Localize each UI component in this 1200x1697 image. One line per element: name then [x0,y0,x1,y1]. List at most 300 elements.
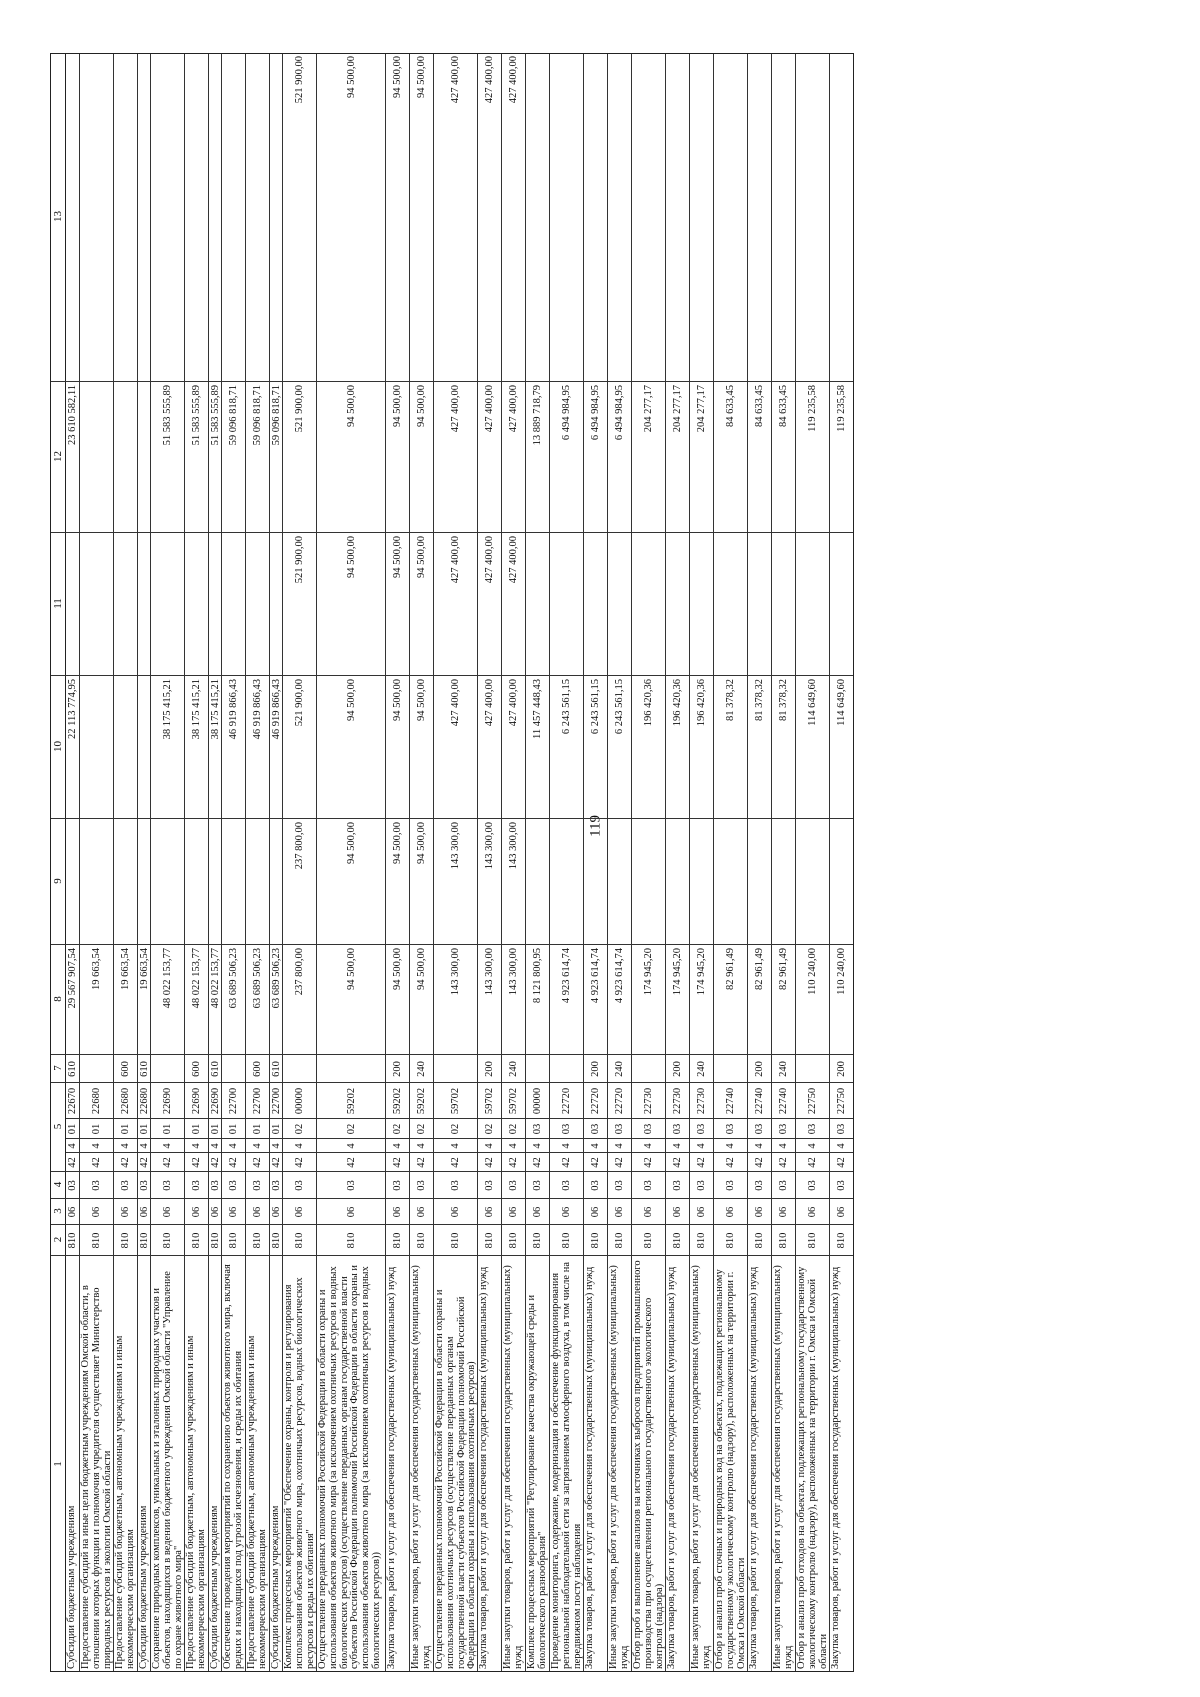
cell-p4: 22700 [252,1087,263,1115]
cell-c4: 06 [345,1206,357,1218]
cell-c5: 03 [696,1180,707,1191]
cell-p2: 4 [120,1143,131,1149]
cell-c7: 200 [392,1061,403,1077]
cell-p2: 4 [270,1143,282,1149]
cell-c11: 427 400,00 [484,536,495,584]
cell-c3: 810 [392,1232,403,1249]
cell-p1: 42 [91,1157,102,1168]
cell-c13: 427 400,00 [508,56,519,104]
cell-c12: 427 400,00 [450,385,461,433]
cell-c3: 810 [120,1232,131,1249]
cell-c4: 06 [672,1206,683,1218]
cell-c3: 810 [754,1232,765,1249]
cell-p2: 4 [561,1143,572,1149]
row-name-cell: Отбор проб и выполнение анализов на источниках выбросов предприятий промышленного производства при осуществлении регионального государственного экологического контроля (надзора) [632,1260,665,1669]
cell-c12: 51 583 555,89 [162,385,173,446]
cell-p4: 22720 [614,1087,625,1115]
cell-p1: 42 [270,1157,282,1168]
table-border [50,53,854,1672]
cell-c10: 196 420,36 [696,679,707,727]
cell-c10: 81 378,32 [754,679,765,721]
cell-c10: 11 457 448,43 [532,679,543,739]
cell-p3: 03 [614,1123,625,1135]
cell-c4: 06 [392,1206,403,1218]
cell-c8: 82 961,49 [725,948,736,990]
cell-c5: 03 [672,1180,683,1191]
cell-c8: 4 923 614,74 [590,948,601,1004]
cell-p2: 4 [252,1143,263,1149]
cell-c3: 810 [643,1232,654,1249]
cell-c9: 237 800,00 [294,822,305,870]
cell-c12: 59 096 818,71 [228,385,239,446]
cell-p4: 22730 [696,1087,707,1115]
cell-p3: 01 [91,1123,102,1135]
cell-c11: 427 400,00 [508,536,519,584]
cell-c4: 06 [725,1206,736,1218]
cell-c3: 810 [252,1232,263,1249]
cell-p1: 42 [672,1157,683,1168]
cell-c8: 19 663,54 [120,948,131,990]
cell-p3: 01 [228,1123,239,1135]
cell-c8: 143 300,00 [450,948,461,996]
cell-c10: 46 919 866,43 [252,679,263,740]
cell-p1: 42 [725,1157,736,1168]
cell-c8: 19 663,54 [138,948,150,990]
cell-p3: 03 [643,1123,654,1135]
cell-p1: 42 [345,1157,357,1168]
cell-p4: 22690 [191,1087,202,1115]
cell-c12: 204 277,17 [672,385,683,433]
cell-c13: 427 400,00 [484,56,495,104]
cell-c13: 427 400,00 [450,56,461,104]
cell-p4: 22740 [778,1087,789,1115]
cell-c12: 59 096 818,71 [270,385,282,446]
row-name-cell: Субсидии бюджетным учреждениям [270,1505,281,1669]
row-name-cell: Отбор и анализ проб отходов на объектах, подлежащих региональному государственному экологическому контролю (надзору), расположенных на территории г. Омска и Омской области [796,1266,829,1669]
cell-c4: 06 [228,1206,239,1218]
cell-c5: 03 [392,1180,403,1191]
cell-c5: 03 [162,1180,173,1191]
cell-p4: 59702 [450,1087,461,1115]
cell-c10: 94 500,00 [416,679,427,721]
cell-c3: 810 [836,1232,847,1249]
cell-c10: 196 420,36 [672,679,683,727]
cell-c12: 6 494 984,95 [614,385,625,441]
cell-c4: 06 [91,1206,102,1218]
cell-p1: 42 [807,1157,818,1168]
cell-p2: 4 [209,1143,221,1149]
cell-c5: 03 [484,1180,495,1191]
cell-p4: 22690 [209,1087,221,1115]
cell-c4: 06 [294,1206,305,1218]
cell-c8: 48 022 153,77 [162,948,173,1009]
cell-c5: 03 [754,1180,765,1191]
cell-c5: 03 [807,1180,818,1191]
cell-c11: 94 500,00 [392,536,403,578]
cell-c10: 6 243 561,15 [614,679,625,735]
row-name-cell: Предоставление субсидий на иные цели бюджетным учреждениям Омской области, в отношении которых функции и полномочия учредителя осуществляет Министерство природных ресурсов и экологии Омской области [80,1285,113,1669]
cell-c7: 200 [672,1061,683,1077]
column-number-11: 12 [51,381,67,533]
cell-p2: 4 [643,1143,654,1149]
cell-c12: 204 277,17 [643,385,654,433]
cell-c7: 600 [191,1061,202,1077]
cell-c8: 174 945,20 [643,948,654,996]
cell-c9: 94 500,00 [392,822,403,864]
cell-p2: 4 [614,1143,625,1149]
cell-c10: 38 175 415,21 [162,679,173,740]
cell-p4: 22720 [561,1087,572,1115]
cell-c8: 143 300,00 [508,948,519,996]
cell-c5: 03 [450,1180,461,1191]
cell-p2: 4 [725,1143,736,1149]
row-name-cell: Субсидии бюджетным учреждениям [138,1505,149,1669]
row-name-cell: Обеспечение проведения мероприятий по сохранению объектов животного мира, включая редких и находящихся под угрозой исчезновения, и среды их обитания [222,1264,244,1669]
cell-c12: 521 900,00 [294,385,305,433]
cell-c12: 94 500,00 [345,385,357,427]
cell-p4: 22700 [270,1087,282,1115]
cell-c5: 03 [725,1180,736,1191]
cell-c10: 46 919 866,43 [228,679,239,740]
cell-c3: 810 [561,1232,572,1249]
cell-c8: 8 121 800,95 [532,948,543,1004]
column-number-9: 10 [51,675,67,819]
cell-c7: 200 [754,1061,765,1077]
cell-c8: 4 923 614,74 [561,948,572,1004]
cell-c12: 51 583 555,89 [191,385,202,446]
cell-c8: 29 567 907,54 [67,948,78,1009]
cell-c7: 610 [209,1061,221,1077]
cell-c13: 94 500,00 [345,56,357,98]
cell-p3: 02 [508,1123,519,1135]
cell-c4: 06 [754,1206,765,1218]
cell-c3: 810 [138,1232,150,1249]
cell-p4: 22750 [836,1087,847,1115]
cell-c5: 03 [270,1180,282,1191]
cell-c10: 427 400,00 [508,679,519,727]
cell-c3: 810 [484,1232,495,1249]
cell-c8: 82 961,49 [754,948,765,990]
row-name-cell: Предоставление субсидий бюджетным, автономным учреждениям и иным некоммерческим организациям [185,1335,207,1669]
cell-c3: 810 [508,1232,519,1249]
cell-c11: 427 400,00 [450,536,461,584]
cell-c5: 03 [138,1180,150,1191]
cell-p3: 01 [120,1123,131,1135]
cell-p4: 22700 [228,1087,239,1115]
cell-c10: 114 649,60 [836,679,847,726]
cell-p4: 59202 [416,1087,427,1115]
cell-p4: 59702 [484,1087,495,1115]
cell-c7: 240 [696,1061,707,1077]
row-name-cell: Иные закупки товаров, работ и услуг для обеспечения государственных (муниципальных) нужд [502,1265,524,1669]
page-number: 119 [587,815,604,837]
cell-c4: 06 [191,1206,202,1218]
cell-c4: 06 [532,1206,543,1218]
cell-c4: 06 [209,1206,221,1218]
cell-p3: 01 [252,1123,263,1135]
cell-c7: 610 [270,1061,282,1077]
cell-c8: 63 689 506,23 [228,948,239,1009]
row-name-cell: Иные закупки товаров, работ и услуг для обеспечения государственных (муниципальных) нужд [410,1265,432,1669]
cell-p2: 4 [807,1143,818,1149]
row-name-cell: Закупка товаров, работ и услуг для обеспечения государственных (муниципальных) нужд [748,1266,759,1669]
column-number-5: 5 [51,1082,67,1172]
cell-c8: 82 961,49 [778,948,789,990]
row-name-cell: Предоставление субсидий бюджетным, автономным учреждениям и иным некоммерческим организациям [114,1335,136,1669]
cell-p4: 00000 [294,1087,305,1115]
cell-p4: 22730 [672,1087,683,1115]
cell-c8: 174 945,20 [696,948,707,996]
cell-c12: 119 235,58 [836,385,847,432]
cell-c8: 48 022 153,77 [191,948,202,1009]
cell-c3: 810 [162,1232,173,1249]
cell-p2: 4 [484,1143,495,1149]
cell-p4: 22750 [807,1087,818,1115]
cell-p3: 03 [836,1123,847,1135]
cell-c9: 143 300,00 [450,822,461,870]
cell-c9: 143 300,00 [484,822,495,870]
cell-p1: 42 [532,1157,543,1168]
cell-p1: 42 [416,1157,427,1168]
cell-p2: 4 [696,1143,707,1149]
cell-p3: 03 [725,1123,736,1135]
cell-c8: 94 500,00 [392,948,403,990]
cell-p1: 42 [778,1157,789,1168]
cell-c4: 06 [67,1206,78,1218]
cell-c10: 94 500,00 [345,679,357,721]
cell-c3: 810 [807,1232,818,1249]
cell-p2: 4 [778,1143,789,1149]
cell-c4: 06 [120,1206,131,1218]
cell-p4: 00000 [532,1087,543,1115]
cell-c7: 240 [508,1061,519,1077]
cell-p2: 4 [508,1143,519,1149]
cell-c10: 22 113 774,95 [67,679,78,739]
cell-c12: 84 633,45 [754,385,765,427]
cell-c4: 06 [162,1206,173,1218]
cell-p3: 02 [416,1123,427,1135]
cell-p2: 4 [191,1143,202,1149]
cell-c4: 06 [252,1206,263,1218]
cell-p3: 03 [807,1123,818,1135]
cell-c7: 610 [67,1061,78,1077]
column-number-10: 11 [51,532,67,676]
cell-c10: 196 420,36 [643,679,654,727]
cell-c3: 810 [191,1232,202,1249]
cell-c9: 94 500,00 [416,822,427,864]
row-name-cell: Осуществление переданных полномочий Российской Федерации в области охраны и использования объектов животного мира (за исключением охотничьих ресурсов и водных биологических ресурсов) (осуществление переданных органам государственной власти субъектов Российской Федерации полномочий Российской Федерации в области охраны и использования объектов животного мира (за исключением охотничьих ресурсов и водных биологических ресурсов)) [317,1265,382,1669]
cell-c5: 03 [561,1180,572,1191]
cell-c7: 200 [836,1061,847,1077]
cell-p4: 59202 [392,1087,403,1115]
cell-c5: 03 [294,1180,305,1191]
cell-c11: 94 500,00 [345,536,357,578]
cell-p4: 22670 [67,1087,78,1115]
cell-p1: 42 [138,1157,150,1168]
cell-p2: 4 [532,1143,543,1149]
cell-c12: 59 096 818,71 [252,385,263,446]
cell-c8: 19 663,54 [91,948,102,990]
cell-p1: 42 [191,1157,202,1168]
cell-c4: 06 [138,1206,150,1218]
cell-c4: 06 [778,1206,789,1218]
cell-p4: 22740 [754,1087,765,1115]
cell-c3: 810 [590,1232,601,1249]
cell-c3: 810 [614,1232,625,1249]
cell-c4: 06 [696,1206,707,1218]
cell-c5: 03 [67,1180,78,1191]
cell-p2: 4 [590,1143,601,1149]
cell-p1: 42 [228,1157,239,1168]
cell-p3: 01 [67,1123,78,1135]
column-number-2: 2 [51,1224,67,1256]
row-name-cell: Осуществление переданных полномочий Российской Федерации в области охраны и использования охотничьих ресурсов (осуществление переданных органам государственной власти субъектов Российской Федерации полномочий Российской Федерации в области охраны и использования охотничьих ресурсов) [434,1289,477,1669]
cell-p2: 4 [450,1143,461,1149]
cell-p3: 03 [696,1123,707,1135]
cell-c3: 810 [416,1232,427,1249]
cell-p1: 42 [209,1157,221,1168]
column-number-1: 1 [52,1461,64,1467]
cell-c4: 06 [561,1206,572,1218]
cell-c7: 240 [416,1061,427,1077]
row-name-cell: Закупка товаров, работ и услуг для обеспечения государственных (муниципальных) нужд [386,1266,397,1669]
column-number-12: 13 [51,52,67,382]
row-name-cell: Иные закупки товаров, работ и услуг для обеспечения государственных (муниципальных) нужд [608,1265,630,1669]
cell-c3: 810 [696,1232,707,1249]
cell-c10: 38 175 415,21 [209,679,221,740]
cell-p1: 42 [696,1157,707,1168]
column-number-3: 3 [51,1198,67,1225]
column-number-7: 8 [51,944,67,1055]
row-name-cell: Закупка товаров, работ и услуг для обеспечения государственных (муниципальных) нужд [830,1266,841,1669]
cell-p2: 4 [91,1143,102,1149]
cell-c4: 06 [807,1206,818,1218]
cell-c10: 46 919 866,43 [270,679,282,740]
cell-c3: 810 [228,1232,239,1249]
row-name-cell: Проведение мониторинга, содержание, модернизация и обеспечение функционирования региональной наблюдательной сети за загрязнением атмосферного воздуха, в том числе на передвижном посту наблюдения [550,1262,583,1669]
cell-c5: 03 [614,1180,625,1191]
cell-c7: 200 [590,1061,601,1077]
cell-p2: 4 [345,1143,357,1149]
cell-c5: 03 [836,1180,847,1191]
cell-c12: 427 400,00 [508,385,519,433]
cell-p3: 02 [392,1123,403,1135]
cell-c10: 114 649,60 [807,679,818,726]
cell-c4: 06 [484,1206,495,1218]
cell-p2: 4 [67,1143,78,1149]
cell-p2: 4 [138,1143,150,1149]
cell-c5: 03 [120,1180,131,1191]
cell-p1: 42 [450,1157,461,1168]
cell-p3: 03 [590,1123,601,1135]
row-name-cell: Сохранение природных комплексов, уникальных и эталонных природных участков и объектов, находящихся в ведении бюджетного учреждения Омской области "Управление по охране животного мира" [151,1271,184,1669]
cell-c11: 94 500,00 [416,536,427,578]
cell-p3: 03 [754,1123,765,1135]
cell-p2: 4 [416,1143,427,1149]
cell-p3: 01 [162,1123,173,1135]
cell-p1: 42 [294,1157,305,1168]
cell-c12: 84 633,45 [725,385,736,427]
cell-c5: 03 [91,1180,102,1191]
cell-c3: 810 [91,1232,102,1249]
cell-c5: 03 [643,1180,654,1191]
row-name-cell: Иные закупки товаров, работ и услуг для обеспечения государственных (муниципальных) нужд [772,1265,794,1669]
cell-c8: 48 022 153,77 [209,948,221,1009]
row-name-cell: Субсидии бюджетным учреждениям [66,1505,77,1669]
cell-p1: 42 [561,1157,572,1168]
cell-c5: 03 [228,1180,239,1191]
cell-c12: 84 633,45 [778,385,789,427]
cell-c5: 03 [416,1180,427,1191]
cell-c4: 06 [614,1206,625,1218]
cell-c7: 200 [484,1061,495,1077]
cell-c9: 143 300,00 [508,822,519,870]
cell-c5: 03 [191,1180,202,1191]
cell-p4: 59702 [508,1087,519,1115]
cell-p2: 4 [672,1143,683,1149]
cell-c12: 119 235,58 [807,385,818,432]
cell-p3: 01 [209,1123,221,1135]
cell-c4: 06 [416,1206,427,1218]
cell-c12: 6 494 984,95 [590,385,601,441]
cell-p1: 42 [590,1157,601,1168]
row-name-cell: Закупка товаров, работ и услуг для обеспечения государственных (муниципальных) нужд [584,1266,595,1669]
cell-c12: 6 494 984,95 [561,385,572,441]
cell-p3: 03 [778,1123,789,1135]
cell-c3: 810 [209,1232,221,1249]
row-name-cell: Комплекс процессных мероприятий "Обеспечение охраны, контроля и регулирования использования объектов животного мира, охотничьих ресурсов, водных биологических ресурсов и среды их обитания" [283,1277,316,1669]
cell-p1: 42 [162,1157,173,1168]
cell-c7: 600 [120,1061,131,1077]
cell-c13: 521 900,00 [294,56,305,104]
cell-c8: 237 800,00 [294,948,305,996]
cell-p3: 03 [532,1123,543,1135]
cell-p3: 03 [672,1123,683,1135]
cell-p1: 42 [754,1157,765,1168]
cell-c12: 94 500,00 [416,385,427,427]
cell-p2: 4 [836,1143,847,1149]
cell-c10: 6 243 561,15 [561,679,572,735]
cell-p3: 02 [484,1123,495,1135]
cell-c8: 63 689 506,23 [252,948,263,1009]
cell-c3: 810 [294,1232,305,1249]
cell-p2: 4 [294,1143,305,1149]
cell-p3: 02 [294,1123,305,1135]
cell-c7: 240 [778,1061,789,1077]
cell-c10: 81 378,32 [725,679,736,721]
cell-c9: 94 500,00 [345,822,357,864]
cell-c3: 810 [532,1232,543,1249]
cell-c10: 6 243 561,15 [590,679,601,735]
cell-c10: 81 378,32 [778,679,789,721]
row-name-cell: Субсидии бюджетным учреждениям [209,1505,220,1669]
cell-c3: 810 [67,1232,78,1249]
cell-c12: 427 400,00 [484,385,495,433]
cell-p1: 42 [508,1157,519,1168]
cell-c4: 06 [450,1206,461,1218]
cell-c12: 13 889 718,79 [532,385,543,446]
cell-c7: 600 [252,1061,263,1077]
cell-p4: 22680 [138,1087,150,1115]
row-name-cell: Закупка товаров, работ и услуг для обеспечения государственных (муниципальных) нужд [666,1266,677,1669]
cell-c11: 521 900,00 [294,536,305,584]
cell-c12: 94 500,00 [392,385,403,427]
cell-c3: 810 [778,1232,789,1249]
cell-c3: 810 [672,1232,683,1249]
cell-p4: 59202 [345,1087,357,1115]
cell-c8: 110 240,00 [807,948,818,995]
cell-c5: 03 [209,1180,221,1191]
